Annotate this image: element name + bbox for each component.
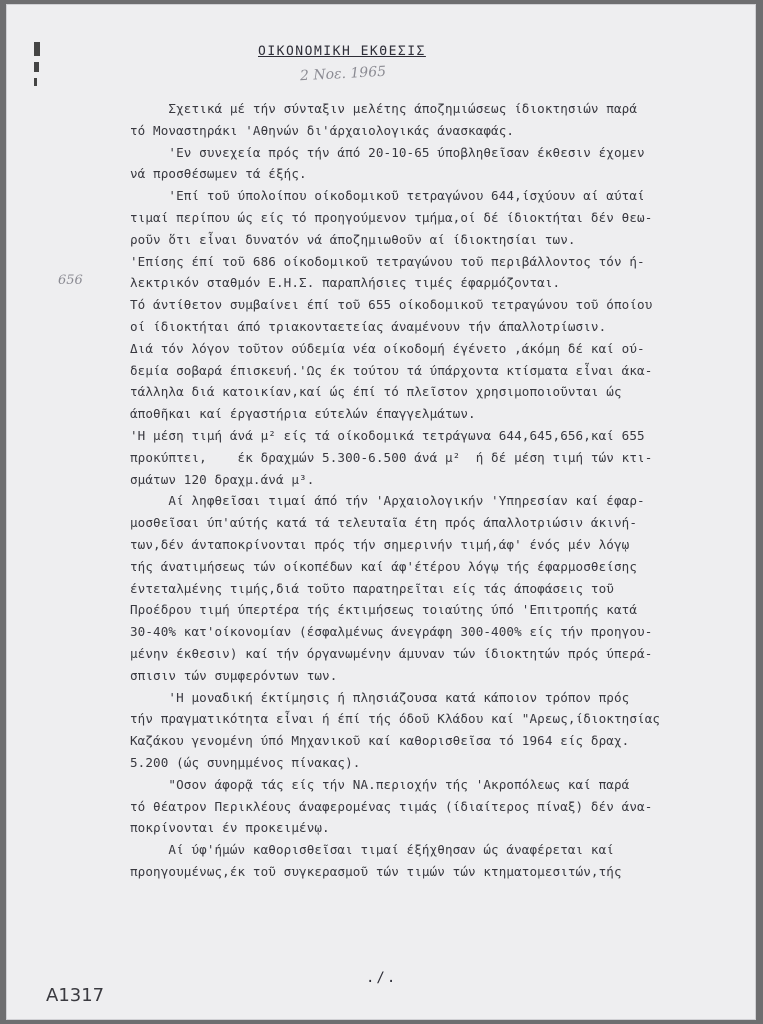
text-line: δεμία σοβαρά έπισκευή.'Ως έκ τούτου τά ύπάρχοντα κτίσματα εἶναι άκα- (130, 362, 653, 378)
text-line: τιμαί περίπου ώς είς τό προηγούμενον τμήμα,οί δέ ίδιοκτήται δέν θεω- (130, 209, 653, 225)
page-continuation-mark: ./. (366, 970, 398, 986)
document-title: ΟΙΚΟΝΟΜΙΚΗ ΕΚΘΕΣΙΣ (258, 44, 426, 59)
text-line: έντεταλμένης τιμής,διά τοῦτο παρατηρεῖται είς τάς άποφάσεις τοῦ (130, 580, 614, 596)
text-line: Αί ληφθεῖσαι τιμαί άπό τήν 'Αρχαιολογικήν 'Υπηρεσίαν καί έφαρ- (130, 493, 645, 509)
text-line: οί ίδιοκτήται άπό τριακονταετείας άναμένουν τήν άπαλλοτρίωσιν. (130, 318, 607, 334)
text-line: μοσθεῖσαι ύπ'αύτής κατά τά τελευταῖα έτη πρός άπαλλοτριώσιν άκινή- (130, 515, 638, 531)
margin-note: 656 (58, 273, 83, 288)
text-line: 'Η μοναδική έκτίμησις ή πλησιάζουσα κατά κάποιον τρόπον πρός (130, 689, 630, 705)
text-line: 'Επί τοῦ ύπολοίπου οίκοδομικοῦ τετραγώνου 644,ίσχύουν αί αύταί (130, 188, 645, 204)
text-line: σμάτων 120 δραχμ.άνά μ³. (130, 471, 315, 487)
text-line: ροῦν ὅτι εἶναι δυνατόν νά άποζημιωθοῦν αί ίδιοκτησίαι των. (130, 231, 576, 247)
text-line: τό θέατρον Περικλέους άναφερομένας τιμάς (ίδιαίτερος πίναξ) δέν άνα- (130, 798, 653, 814)
text-line: 30-40% κατ'οίκονομίαν (έσφαλμένως άνεγράφη 300-400% είς τήν προηγου- (130, 624, 653, 640)
text-line: "Οσον άφορᾷ τάς είς τήν ΝΑ.περιοχήν τής 'Ακροπόλεως καί παρά (130, 776, 630, 792)
text-line: 5.200 (ώς συνημμένος πίνακας). (130, 754, 361, 770)
text-line: Αί ύφ'ήμών καθορισθεῖσαι τιμαί έξήχθησαν ώς άναφέρεται καί (130, 842, 614, 858)
text-line: νά προσθέσωμεν τά έξής. (130, 166, 307, 182)
text-line: Προέδρου τιμή ύπερτέρα τής έκτιμήσεως τοιαύτης ύπό 'Επιτροπής κατά (130, 602, 638, 618)
binder-hole-marks (34, 42, 42, 88)
text-line: σπισιν τών συμφερόντων των. (130, 667, 338, 683)
text-line: άποθῆκαι καί έργαστήρια εύτελών έπαγγελμάτων. (130, 406, 476, 422)
text-line: 'Η μέση τιμή άνά μ² είς τά οίκοδομικά τετράγωνα 644,645,656,καί 655 (130, 427, 645, 443)
text-line: ποκρίνονται έν προκειμένῳ. (130, 820, 330, 836)
text-line: των,δέν άνταποκρίνονται πρός τήν σημερινήν τιμή,άφ' ένός μέν λόγῳ (130, 536, 630, 552)
document-body (130, 98, 750, 883)
text-line: τής άνατιμήσεως τών οίκοπέδων καί άφ'έτέρου λόγῳ τής έφαρμοσθείσης (130, 558, 638, 574)
text-line: τάλληλα διά κατοικίαν,καί ώς έπί τό πλεῖστον χρησιμοποιοῦνται ώς (130, 384, 622, 400)
text-line: Σχετικά μέ τήν σύνταξιν μελέτης άποζημιώσεως ίδιοκτησιών παρά (130, 101, 638, 116)
text-line: Καζάκου γενομένη ύπό Μηχανικοῦ καί καθορισθεῖσα τό 1964 είς δραχ. (130, 733, 630, 749)
text-line: λεκτρικόν σταθμόν Ε.Η.Σ. παραπλήσιες τιμές έφαρμόζονται. (130, 275, 561, 291)
handwritten-date: 2 Νοε. 1965 (299, 63, 387, 85)
text-line: Διά τόν λόγον τοῦτον ούδεμία νέα οίκοδομή έγένετο ,άκόμη δέ καί ού- (130, 340, 645, 356)
archive-number: A1317 (46, 985, 105, 1006)
text-line: 'Επίσης έπί τοῦ 686 οίκοδομικοῦ τετραγώνου τοῦ περιβάλλοντος τόν ή- (130, 253, 645, 269)
text-line: προκύπτει, έκ δραχμών 5.300-6.500 άνά μ² ή δέ μέση τιμή τών κτι- (130, 449, 653, 465)
text-line: Τό άντίθετον συμβαίνει έπί τοῦ 655 οίκοδομικοῦ τετραγώνου τοῦ όποίου (130, 297, 653, 313)
text-line: τό Μοναστηράκι 'Αθηνών δι'άρχαιολογικάς άνασκαφάς. (130, 122, 515, 138)
text-line: μένην έκθεσιν) καί τήν όργανωμένην άμυναν τών ίδιοκτητών πρός ύπερά- (130, 645, 653, 661)
text-line: τήν πραγματικότητα εἶναι ή έπί τής όδοῦ Κλάδου καί "Αρεως,ίδιοκτησίας (130, 711, 661, 727)
text-line: προηγουμένως,έκ τοῦ συγκερασμοῦ τών τιμών τών κτηματομεσιτών,τής (130, 863, 622, 879)
text-line: 'Εν συνεχεία πρός τήν άπό 20-10-65 ύποβληθεῖσαν έκθεσιν έχομεν (130, 144, 645, 160)
